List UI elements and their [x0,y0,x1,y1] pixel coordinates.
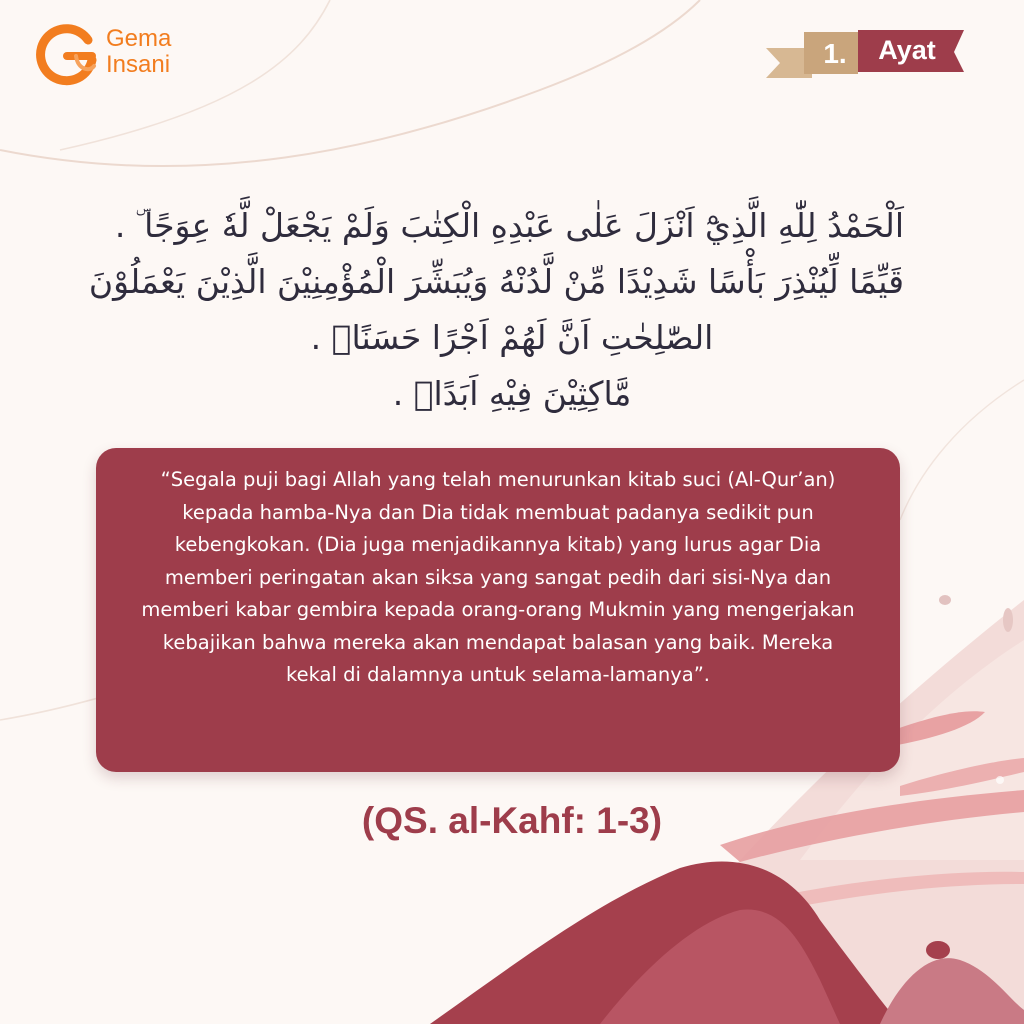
decorative-curve [900,380,1024,520]
brand-wordmark [106,26,171,78]
arabic-line: قَيِّمًا لِّيُنْذِرَ بَأْسًا شَدِيْدًا مِّنْ لَّدُنْهُ وَيُبَشِّرَ الْمُؤْمِنِيْنَ الَّذِيْنَ يَعْمَلُوْنَ [88,262,904,301]
translation-text: “Segala puji bagi Allah yang telah menurunkan kitab suci (Al-Qur’an) kepada hamba-Nya dan Dia tidak membuat padanya sedikit pun kebengkokan. (Dia juga menjadikannya kitab) yang lurus agar Dia memberi peringatan akan siksa yang sangat pedih dari sisi-Nya dan memberi kabar gembira kepada orang-orang Mukmin yang mengerjakan kebajikan bahwa mereka akan mendapat balasan yang baik. Mereka kekal di dalamnya untuk selama-lamanya”. [141,468,855,686]
brand-name-line1: Gema [106,25,172,52]
decorative-curve [60,0,330,150]
paint-drop [1003,608,1013,632]
decorative-curve [0,0,700,166]
paint-drop [939,595,951,605]
translation-card [96,448,900,772]
logo-mark-icon [36,22,100,86]
section-ribbon [760,26,970,86]
section-number: 1. [823,38,847,69]
verse-reference: (QS. al-Kahf: 1-3) [361,800,663,841]
arabic-line: اَلْحَمْدُ لِلّٰهِ الَّذِيْٓ اَنْزَلَ عَلٰى عَبْدِهِ الْكِتٰبَ وَلَمْ يَجْعَلْ لَّهٗ عِوَجًا ۜ . [114,206,904,245]
arabic-verse [88,198,904,422]
brand-name-line2: Insani [106,51,171,78]
paint-drop [996,776,1004,784]
arabic-line: الصّٰلِحٰتِ اَنَّ لَهُمْ اَجْرًا حَسَنًاۙ . [310,318,714,357]
paint-drop [926,941,950,959]
arabic-line: مَّاكِثِيْنَ فِيْهِ اَبَدًاۙ . [392,374,632,413]
section-label: Ayat [878,35,936,65]
